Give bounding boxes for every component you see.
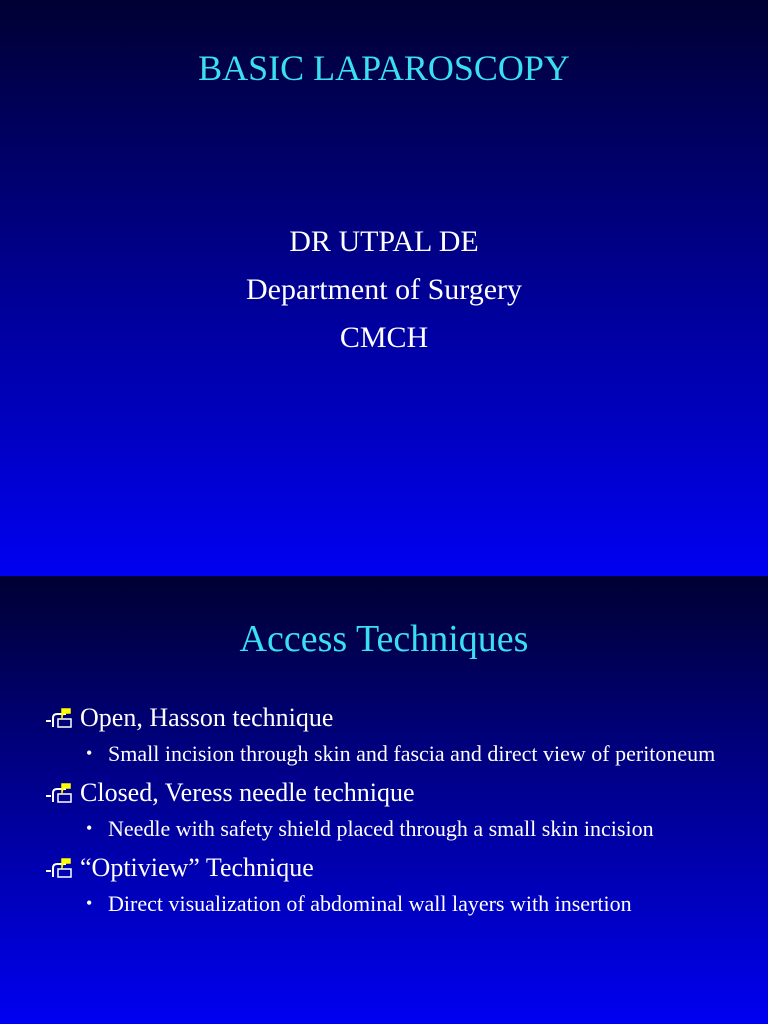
- presenter-name: DR UTPAL DE: [289, 225, 479, 258]
- bullet-hook-icon: [44, 706, 80, 730]
- bullet-item: [44, 775, 744, 844]
- presenter-institution: CMCH: [339, 321, 429, 354]
- bullet-item: [44, 850, 744, 919]
- bullet-hook-icon: [44, 781, 80, 805]
- bullet-text: Open, Hasson technique: [80, 703, 334, 732]
- bullet-text: Closed, Veress needle technique: [80, 778, 415, 807]
- sub-bullet-text: Small incision through skin and fascia and direct view of peritoneum: [108, 741, 716, 766]
- bullet-item: [44, 700, 744, 769]
- sub-bullet-item: [86, 813, 718, 844]
- sub-bullet-text: Direct visualization of abdominal wall layers with insertion: [108, 891, 632, 916]
- sub-bullet-item: [86, 738, 718, 769]
- sub-bullet-text: Needle with safety shield placed through a small skin incision: [108, 816, 654, 841]
- sub-bullet-list: [44, 888, 744, 919]
- presenter-department: Department of Surgery: [245, 273, 523, 306]
- bullet-list: [44, 700, 744, 919]
- sub-bullet-marker: •: [86, 818, 93, 838]
- sub-bullet-list: [44, 738, 744, 769]
- slide-title: BASIC LAPAROSCOPY: [198, 48, 570, 88]
- slide-access-techniques: [0, 576, 768, 1024]
- presenter-info: [0, 218, 768, 362]
- sub-bullet-marker: •: [86, 893, 93, 913]
- bullet-hook-icon: [44, 856, 80, 880]
- sub-bullet-list: [44, 813, 744, 844]
- slide-title: Access Techniques: [239, 618, 529, 660]
- sub-bullet-marker: •: [86, 743, 93, 763]
- bullet-text: “Optiview” Technique: [80, 853, 314, 882]
- sub-bullet-item: [86, 888, 718, 919]
